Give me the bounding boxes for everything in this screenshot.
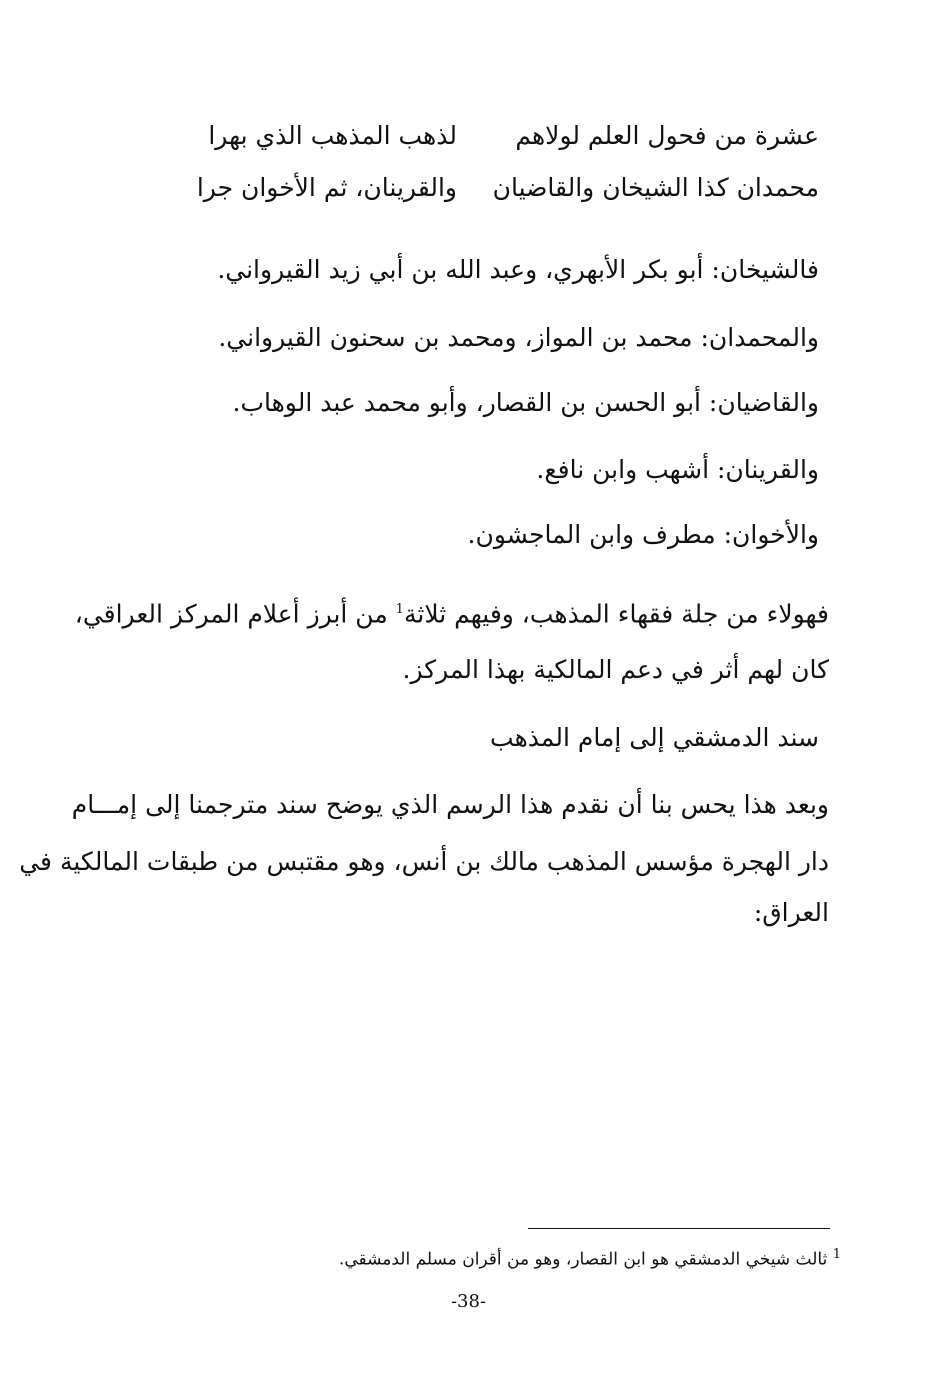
page-number: -38- [450,1291,487,1312]
verse-2-first-hemistich: محمدان كذا الشيخان والقاضيان [492,173,819,202]
definition-qadiyan: والقاضيان: أبو الحسن بن القصار، وأبو محمد عبد الوهاب. [232,388,819,417]
paragraph-2-line-2: دار الهجرة مؤسس المذهب مالك بن أنس، وهو مقتبس من طبقات المالكية في [19,847,829,876]
verse-1-first-hemistich: عشرة من فحول العلم لولاهم [515,121,819,150]
definition-muhammadan: والمحمدان: محمد بن المواز، ومحمد بن سحنون القيرواني. [218,323,819,352]
paragraph-2-line-1: وبعد هذا يحس بنا أن نقدم هذا الرسم الذي يوضح سند مترجمنا إلى إمـــام [71,790,829,819]
paragraph-1-text-after-note: من أبرز أعلام المركز العراقي، [74,599,396,629]
footnote-separator [528,1228,830,1229]
footnote-marker: 1 [832,1247,841,1262]
footnote-text: ثالث شيخي الدمشقي هو ابن القصار، وهو من أقران مسلم الدمشقي. [338,1249,833,1270]
footnote-reference: 1 [395,602,404,617]
paragraph-1-line-1 [74,590,829,634]
paragraph-1-text-before-note: فهولاء من جلة فقهاء المذهب، وفيهم ثلاثة [403,599,829,629]
paragraph-2-line-3: العراق: [753,898,829,927]
verse-2-second-hemistich: والقرينان، ثم الأخوان جرا [196,173,457,202]
paragraph-1-line-2: كان لهم أثر في دعم المالكية بهذا المركز. [402,655,829,684]
definition-akhawan: والأخوان: مطرف وابن الماجشون. [467,520,819,549]
footnote [339,1240,841,1275]
definition-qarinan: والقرينان: أشهب وابن نافع. [536,455,819,484]
definition-shaykhan: فالشيخان: أبو بكر الأبهري، وعبد الله بن أبي زيد القيرواني. [217,255,819,284]
section-heading: سند الدمشقي إلى إمام المذهب [490,723,819,752]
verse-1-second-hemistich: لذهب المذهب الذي بهرا [208,121,457,150]
